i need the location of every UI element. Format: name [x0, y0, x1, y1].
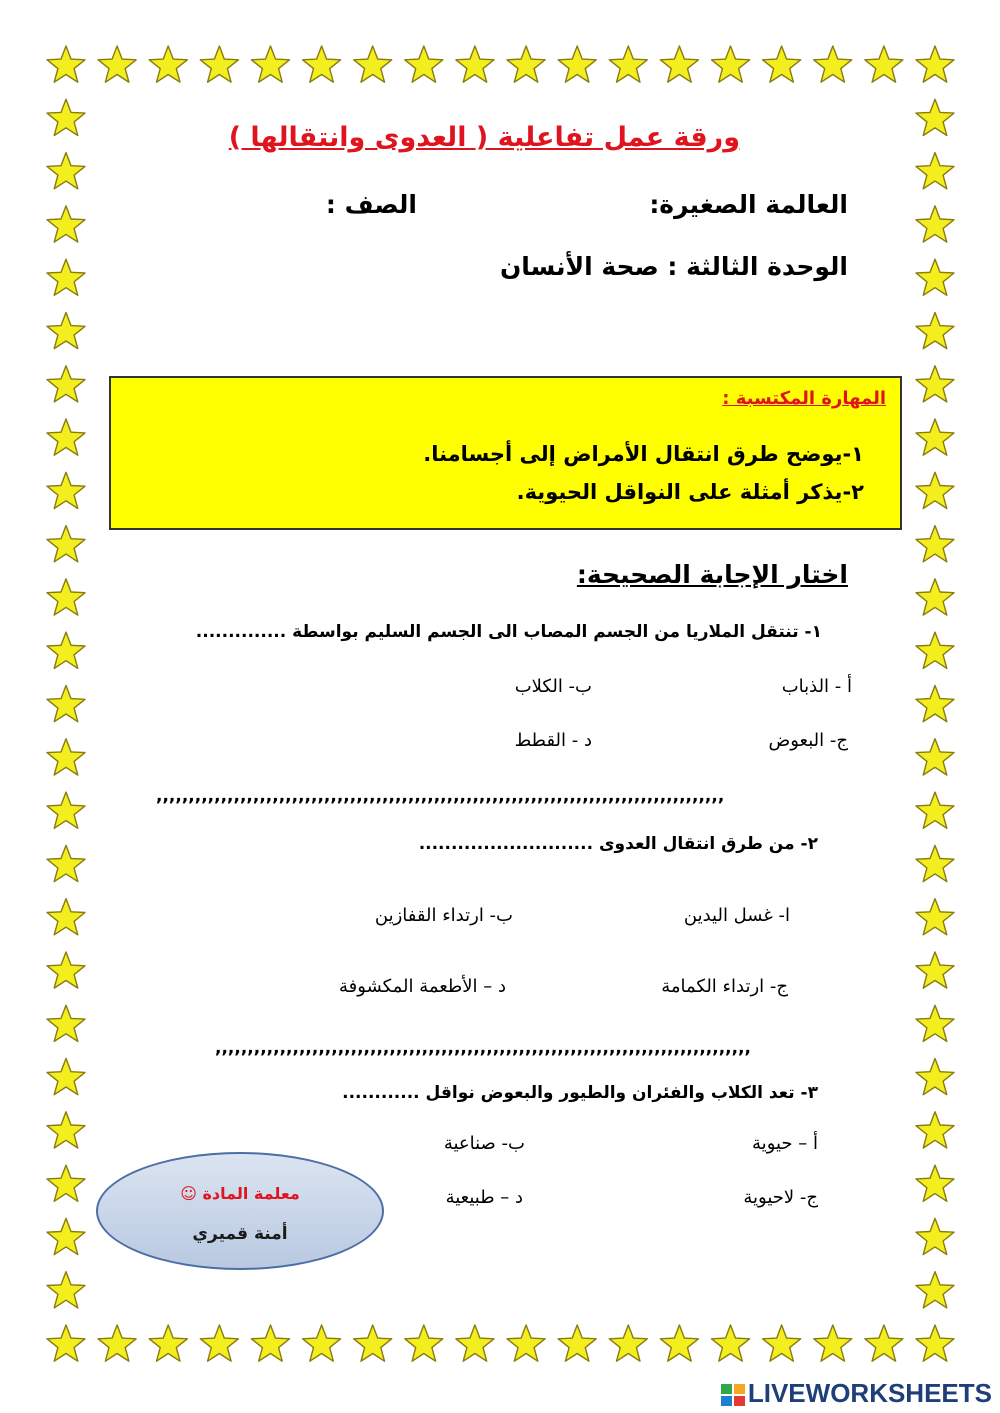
skills-title: المهارة المكتسبة :	[722, 388, 886, 409]
watermark-text: LIVEWORKSHEETS	[747, 1378, 992, 1408]
border-star-icon	[865, 46, 903, 82]
border-star-icon	[916, 739, 954, 775]
border-star-icon	[47, 206, 85, 242]
worksheet-title: ورقة عمل تفاعلية ( العدوى وانتقالها )	[228, 122, 740, 153]
border-star-icon	[916, 1165, 954, 1201]
border-star-icon	[47, 366, 85, 402]
border-star-icon	[47, 1218, 85, 1254]
border-star-icon	[916, 1272, 954, 1308]
border-star-icon	[916, 1325, 954, 1361]
border-star-icon	[47, 1325, 85, 1361]
border-star-icon	[47, 845, 85, 881]
border-star-icon	[251, 1325, 289, 1361]
question-1-option-b[interactable]: ب- الكلاب	[514, 676, 592, 697]
border-star-icon	[660, 46, 698, 82]
question-2-answer-line[interactable]: ,,,,,,,,,,,,,,,,,,,,,,,,,,,,,,,,,,,,,,,,,,,,,,,,,,,,,,,,,,,,,,,,,,,,,,,,,,,,,,,,,,,	[215, 1038, 752, 1058]
border-star-icon	[763, 46, 801, 82]
question-1-answer-line[interactable]: ,,,,,,,,,,,,,,,,,,,,,,,,,,,,,,,,,,,,,,,,,,,,,,,,,,,,,,,,,,,,,,,,,,,,,,,,,,,,,,,,,,,,,,,,	[156, 786, 725, 806]
question-2-option-b[interactable]: ب- ارتداء القفازين	[374, 905, 513, 926]
border-star-icon	[303, 1325, 341, 1361]
border-star-icon	[47, 686, 85, 722]
border-star-icon	[916, 1218, 954, 1254]
border-star-icon	[609, 1325, 647, 1361]
border-star-icon	[916, 1112, 954, 1148]
border-star-icon	[916, 259, 954, 295]
border-star-icon	[47, 952, 85, 988]
border-star-icon	[47, 472, 85, 508]
border-star-icon	[916, 99, 954, 135]
student-label: العالمة الصغيرة:	[649, 190, 848, 219]
question-3-option-a[interactable]: أ – حيوية	[752, 1133, 818, 1154]
border-star-icon	[47, 632, 85, 668]
border-star-icon	[814, 46, 852, 82]
border-star-icon	[47, 899, 85, 935]
border-star-icon	[916, 899, 954, 935]
liveworksheets-logo-icon	[720, 1383, 746, 1407]
border-star-icon	[916, 579, 954, 615]
border-star-icon	[916, 419, 954, 455]
border-star-icon	[47, 1112, 85, 1148]
border-star-icon	[47, 526, 85, 562]
border-star-icon	[98, 1325, 136, 1361]
border-star-icon	[916, 1059, 954, 1095]
border-star-icon	[354, 1325, 392, 1361]
border-star-icon	[47, 419, 85, 455]
border-star-icon	[47, 1272, 85, 1308]
teacher-badge	[96, 1152, 384, 1270]
border-star-icon	[507, 46, 545, 82]
border-star-icon	[916, 686, 954, 722]
unit-label: الوحدة الثالثة : صحة الأنسان	[499, 252, 848, 281]
border-star-icon	[47, 46, 85, 82]
border-star-icon	[916, 952, 954, 988]
border-star-icon	[47, 313, 85, 349]
skill-item-1: ١-يوضح طرق انتقال الأمراض إلى أجسامنا.	[423, 442, 864, 466]
border-star-icon	[916, 366, 954, 402]
border-star-icon	[200, 1325, 238, 1361]
border-star-icon	[47, 153, 85, 189]
border-star-icon	[47, 792, 85, 828]
border-star-icon	[303, 46, 341, 82]
border-star-icon	[456, 1325, 494, 1361]
border-star-icon	[916, 153, 954, 189]
border-star-icon	[916, 206, 954, 242]
teacher-role: معلمة المادة ☺	[180, 1184, 300, 1203]
question-1-option-d[interactable]: د - القطط	[514, 730, 592, 751]
border-star-icon	[916, 845, 954, 881]
border-star-icon	[660, 1325, 698, 1361]
liveworksheets-watermark	[720, 1378, 992, 1409]
skills-box	[109, 376, 902, 530]
question-3-option-d[interactable]: د – طبيعية	[445, 1187, 523, 1208]
border-star-icon	[251, 46, 289, 82]
question-2-option-a[interactable]: ا- غسل اليدين	[683, 905, 790, 926]
border-star-icon	[916, 792, 954, 828]
border-star-icon	[916, 46, 954, 82]
border-star-icon	[47, 739, 85, 775]
border-star-icon	[47, 579, 85, 615]
border-star-icon	[865, 1325, 903, 1361]
border-star-icon	[558, 46, 596, 82]
border-star-icon	[47, 1165, 85, 1201]
border-star-icon	[354, 46, 392, 82]
border-star-icon	[200, 46, 238, 82]
border-star-icon	[47, 259, 85, 295]
border-star-icon	[712, 46, 750, 82]
border-star-icon	[47, 1005, 85, 1041]
instructions-heading: اختار الإجابة الصحيحة:	[576, 560, 848, 589]
border-star-icon	[763, 1325, 801, 1361]
teacher-name: أمنة قميري	[192, 1224, 288, 1244]
question-1-option-a[interactable]: أ - الذباب	[781, 676, 852, 697]
question-1-text: ١- تنتقل الملاريا من الجسم المصاب الى الجسم السليم بواسطة ..............	[195, 622, 822, 642]
border-star-icon	[609, 46, 647, 82]
border-star-icon	[916, 472, 954, 508]
border-star-icon	[916, 526, 954, 562]
question-3-text: ٣- تعد الكلاب والفئران والطيور والبعوض نواقل ............	[342, 1083, 818, 1103]
border-star-icon	[916, 632, 954, 668]
border-star-icon	[712, 1325, 750, 1361]
border-star-icon	[405, 46, 443, 82]
border-star-icon	[814, 1325, 852, 1361]
question-1-option-c[interactable]: ج- البعوض	[768, 730, 848, 751]
question-2-option-c[interactable]: ج- ارتداء الكمامة	[661, 976, 788, 997]
border-star-icon	[47, 1059, 85, 1095]
class-label: الصف :	[325, 190, 417, 219]
border-star-icon	[507, 1325, 545, 1361]
border-star-icon	[405, 1325, 443, 1361]
border-star-icon	[98, 46, 136, 82]
skill-item-2: ٢-يذكر أمثلة على النواقل الحيوية.	[516, 480, 864, 504]
question-2-text: ٢- من طرق انتقال العدوى ...........................	[418, 834, 818, 854]
border-star-icon	[558, 1325, 596, 1361]
border-star-icon	[149, 46, 187, 82]
border-star-icon	[149, 1325, 187, 1361]
border-star-icon	[916, 313, 954, 349]
question-3-option-b[interactable]: ب- صناعية	[443, 1133, 525, 1154]
border-star-icon	[47, 99, 85, 135]
question-2-option-d[interactable]: د – الأطعمة المكشوفة	[339, 976, 506, 997]
border-star-icon	[456, 46, 494, 82]
border-star-icon	[916, 1005, 954, 1041]
question-3-option-c[interactable]: ج- لاحيوية	[743, 1187, 818, 1208]
